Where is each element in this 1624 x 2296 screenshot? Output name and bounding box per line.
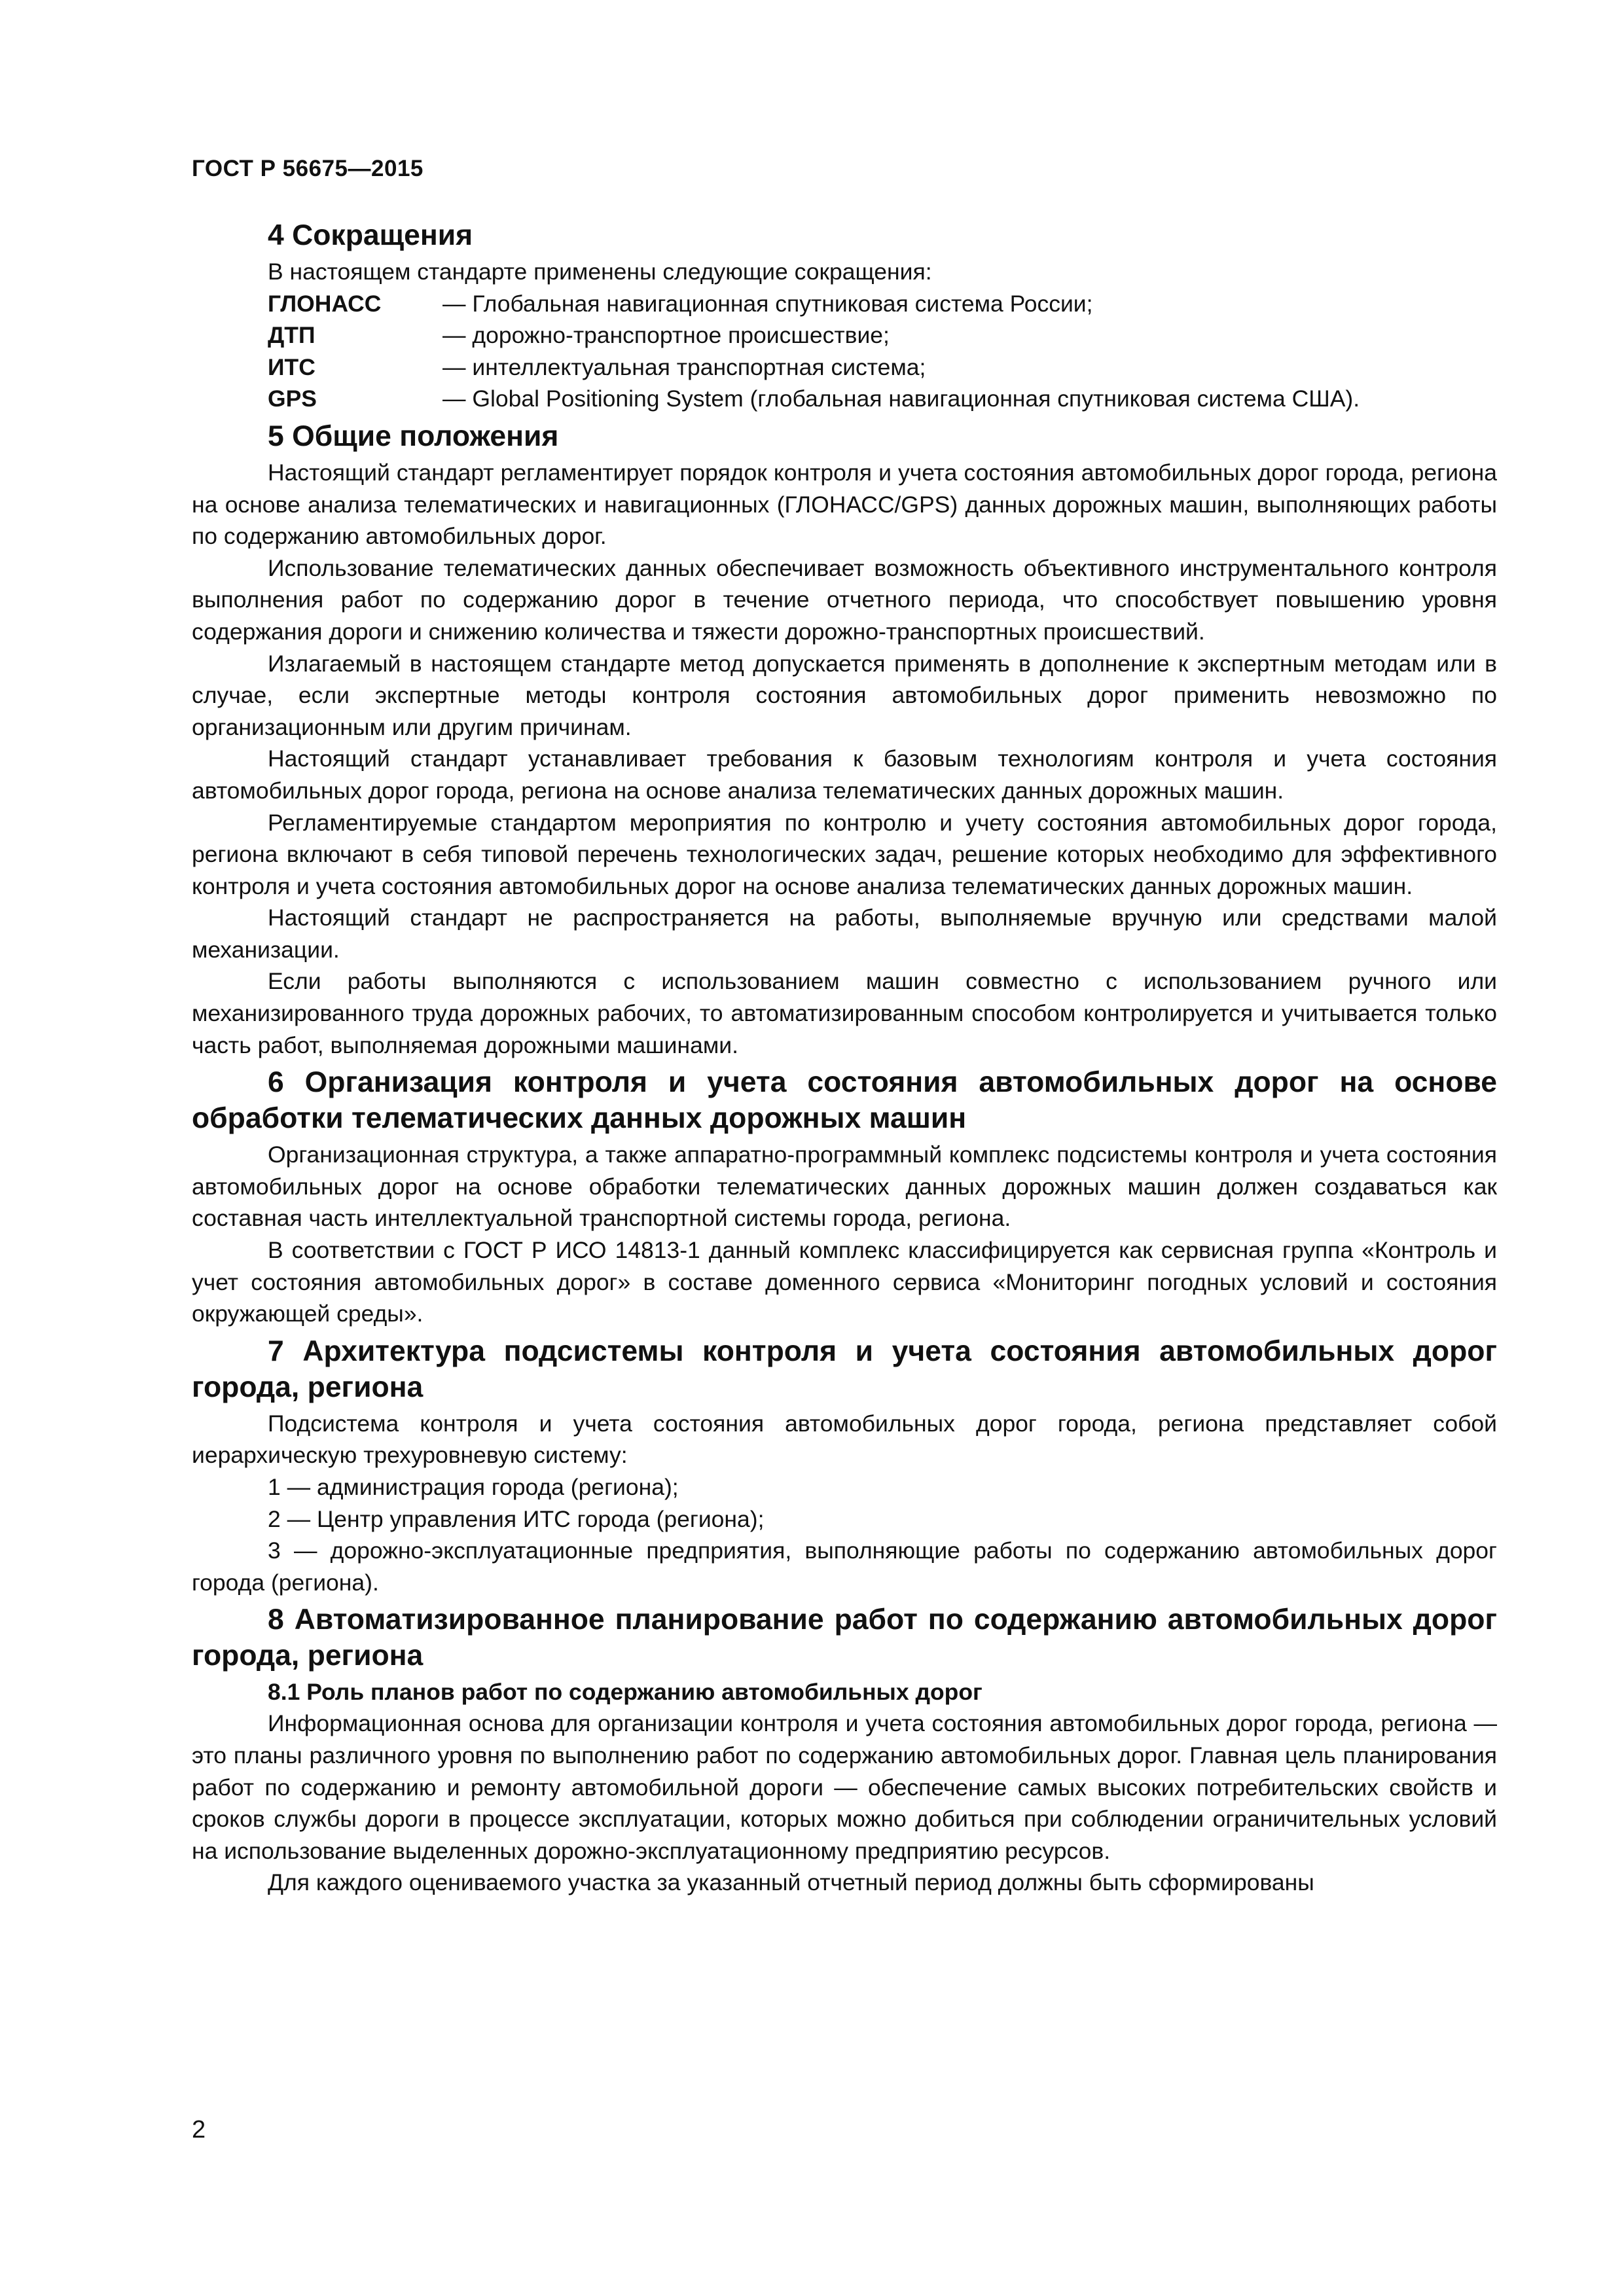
abbreviation-row <box>192 319 1497 351</box>
section-8-title: 8 Автоматизированное планирование работ по содержанию автомобильных дорог города, региона <box>192 1604 1497 1672</box>
section-4-title: 4 Сокращения <box>268 219 473 251</box>
paragraph: Для каждого оцениваемого участка за указанный отчетный период должны быть сформированы <box>268 1869 1314 1896</box>
document-header: ГОСТ Р 56675—2015 <box>192 156 424 181</box>
section-7-title: 7 Архитектура подсистемы контроля и учета состояния автомобильных дорог города, региона <box>192 1335 1497 1403</box>
subsection-8-1-title: 8.1 Роль планов работ по содержанию автомобильных дорог <box>268 1679 983 1706</box>
abbreviation-term: GPS <box>268 386 317 412</box>
paragraph: Излагаемый в настоящем стандарте метод допускается применять в дополнение к экспертным методам или в случае, если экспертные методы контроля состояния автомобильных дорог применить невозможно по организационным или другим причинам. <box>192 650 1497 740</box>
abbreviation-row <box>192 288 1497 320</box>
list-item: 3 — дорожно-эксплуатационные предприятия, выполняющие работы по содержанию автомобильных дорог города (региона). <box>192 1537 1497 1596</box>
list-item: 2 — Центр управления ИТС города (региона); <box>268 1505 765 1532</box>
section-5-title: 5 Общие положения <box>268 420 559 452</box>
abbreviation-row <box>192 351 1497 384</box>
abbreviation-term: ДТП <box>268 322 316 349</box>
abbreviation-row <box>192 383 1497 415</box>
abbreviation-term: ГЛОНАСС <box>268 290 382 317</box>
paragraph: Настоящий стандарт устанавливает требования к базовым технологиям контроля и учета состояния автомобильных дорог города, региона на основе анализа телематических данных дорожных машин. <box>192 745 1497 804</box>
abbreviation-definition: — Global Positioning System (глобальная навигационная спутниковая система США). <box>442 386 1360 412</box>
paragraph: Настоящий стандарт регламентирует порядок контроля и учета состояния автомобильных дорог города, региона на основе анализа телематических и навигационных (ГЛОНАСС/GPS) данных дорожных машин, выполняющих работы по содержанию автомобильных дорог. <box>192 459 1497 550</box>
paragraph: Настоящий стандарт не распространяется на работы, выполняемые вручную или средствами малой механизации. <box>192 905 1497 963</box>
paragraph: Регламентируемые стандартом мероприятия по контролю и учету состояния автомобильных дорог города, региона включают в себя типовой перечень технологических задач, решение которых необходимо для эффективного контроля и учета состояния автомобильных дорог на основе анализа телематических данных дорожных машин. <box>192 809 1497 899</box>
abbreviation-definition: — дорожно-транспортное происшествие; <box>442 322 890 349</box>
section-6-title: 6 Организация контроля и учета состояния автомобильных дорог на основе обработки телематических данных дорожных машин <box>192 1066 1497 1135</box>
section-4-intro: В настоящем стандарте применены следующие сокращения: <box>268 259 932 285</box>
list-item: 1 — администрация города (региона); <box>268 1474 679 1500</box>
page-content <box>192 217 1497 1899</box>
paragraph: Подсистема контроля и учета состояния автомобильных дорог города, региона представляет собой иерархическую трехуровневую систему: <box>192 1410 1497 1469</box>
page-number: 2 <box>192 2116 206 2144</box>
paragraph: Использование телематических данных обеспечивает возможность объективного инструментального контроля выполнения работ по содержанию дорог в течение отчетного периода, что способствует повышению уровня содержания дороги и снижению количества и тяжести дорожно-транспортных происшествий. <box>192 554 1497 645</box>
abbreviation-definition: — Глобальная навигационная спутниковая система России; <box>442 290 1093 317</box>
abbreviation-list <box>192 288 1497 415</box>
paragraph: В соответствии с ГОСТ Р ИСО 14813-1 данный комплекс классифицируется как сервисная группа «Контроль и учет состояния автомобильных дорог» в составе доменного сервиса «Мониторинг погодных условий и состояния окружающей среды». <box>192 1237 1497 1327</box>
abbreviation-term: ИТС <box>268 353 316 380</box>
paragraph: Если работы выполняются с использованием машин совместно с использованием ручного или механизированного труда дорожных рабочих, то автоматизированным способом контролируется и учитывается только часть работ, выполняемая дорожными машинами. <box>192 968 1497 1058</box>
paragraph: Организационная структура, а также аппаратно-программный комплекс подсистемы контроля и учета состояния автомобильных дорог на основе обработки телематических данных дорожных машин должен создаваться как составная часть интеллектуальной транспортной системы города, региона. <box>192 1141 1497 1232</box>
paragraph: Информационная основа для организации контроля и учета состояния автомобильных дорог города, региона — это планы различного уровня по выполнению работ по содержанию автомобильных дорог. Главная цель планирования работ по содержанию и ремонту автомобильной дороги — обеспечение самых высоких потребительских свойств и сроков службы дороги в процессе эксплуатации, которых можно добиться при соблюдении ограничительных условий на использование выделенных дорожно-эксплуатационному предприятию ресурсов. <box>192 1710 1497 1864</box>
abbreviation-definition: — интеллектуальная транспортная система; <box>442 353 926 380</box>
